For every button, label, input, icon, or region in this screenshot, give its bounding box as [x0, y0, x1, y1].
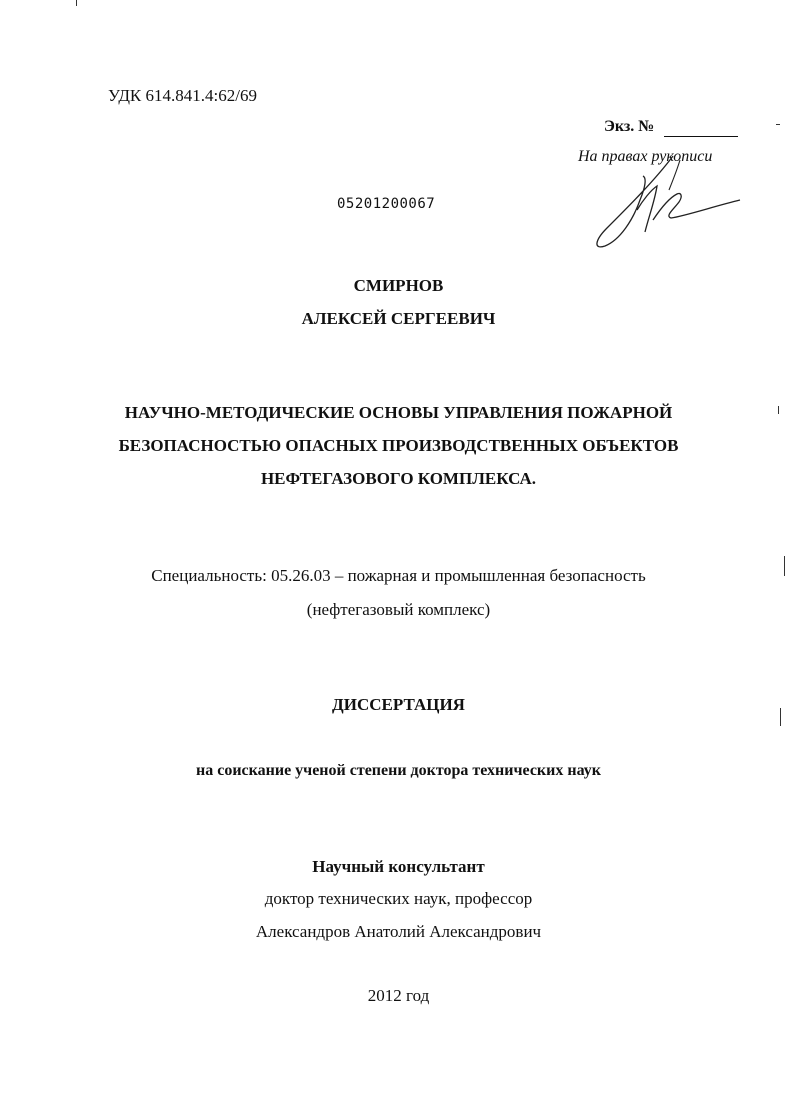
specialty-line: (нефтегазовый комплекс): [306, 600, 491, 619]
scan-artifact: [780, 708, 781, 726]
author-surname: СМИРНОВ: [353, 276, 444, 295]
consultant-name: Александров Анатолий Александрович: [255, 922, 542, 941]
scan-artifact: [776, 124, 780, 125]
specialty-line: Специальность: 05.26.03 – пожарная и промышленная безопасность: [151, 566, 646, 585]
consultant-degree: доктор технических наук, профессор: [264, 889, 533, 908]
handwritten-signature: [585, 150, 745, 255]
title-line: БЕЗОПАСНОСТЬЮ ОПАСНЫХ ПРОИЗВОДСТВЕННЫХ ОБЪЕКТОВ: [118, 436, 679, 455]
title-line: НЕФТЕГАЗОВОГО КОМПЛЕКСА.: [260, 469, 537, 488]
registration-number: 05201200067: [337, 196, 436, 212]
scan-artifact: [784, 556, 785, 576]
scan-artifact: [778, 406, 779, 414]
scan-artifact: [76, 0, 77, 6]
copy-number-label: Экз. №: [604, 118, 655, 135]
title-line: НАУЧНО-МЕТОДИЧЕСКИЕ ОСНОВЫ УПРАВЛЕНИЯ ПОЖАРНОЙ: [124, 403, 673, 422]
copy-number-blank-line: [664, 136, 738, 137]
consultant-heading: Научный консультант: [312, 857, 485, 876]
degree-sought: на соискание ученой степени доктора технических наук: [196, 762, 601, 779]
manuscript-note: На правах рукописи: [578, 148, 713, 165]
year: 2012 год: [367, 986, 430, 1005]
document-type: ДИССЕРТАЦИЯ: [332, 695, 465, 714]
udk-code: УДК 614.841.4:62/69: [108, 86, 257, 105]
author-given-names: АЛЕКСЕЙ СЕРГЕЕВИЧ: [301, 309, 496, 328]
